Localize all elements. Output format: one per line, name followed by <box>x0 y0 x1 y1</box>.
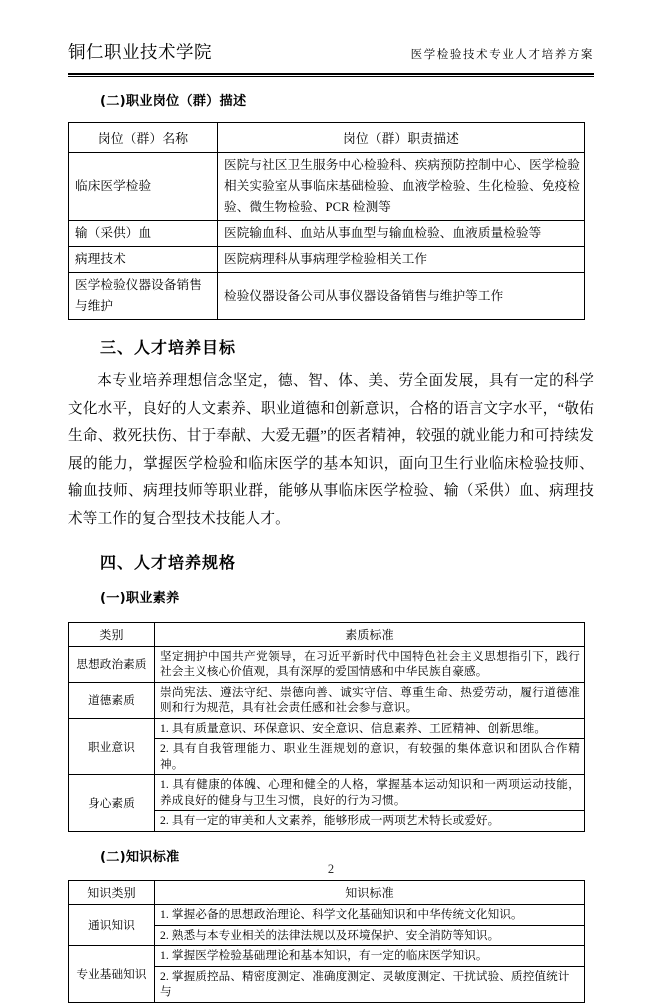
cell-quality-standard: 1. 具有健康的体魄、心理和健全的人格，掌握基本运动知识和一两项运动技能，养成良好的健身与卫生习惯，良好的行为习惯。 <box>155 775 585 811</box>
column-header-knowledge-category: 知识类别 <box>69 881 155 905</box>
column-header-quality-standard: 素质标准 <box>155 622 585 646</box>
spacer <box>68 832 594 848</box>
table-row <box>69 718 585 739</box>
paragraph-training-goal: 本专业培养理想信念坚定，德、智、体、美、劳全面发展，具有一定的科学文化水平，良好的人文素养、职业道德和创新意识，合格的语言文字水平，“敬佑生命、救死扶伤、甘于奉献、大爱无疆”的医者精神，较强的就业能力和可持续发展的能力，掌握医学检验和临床医学的基本知识，面向卫生行业临床检验技师、输血技师、病理技师等职业群，能够从事临床医学检验、输（采供）血、病理技术等工作的复合型技术技能人才。 <box>68 373 594 527</box>
cell-quality-category: 身心素质 <box>69 775 155 832</box>
table-header-row <box>69 622 585 646</box>
cell-position-name: 医学检验仪器设备销售与维护 <box>69 273 218 320</box>
heading-job-positions: (二)职业岗位（群）描述 <box>100 94 247 109</box>
cell-position-duties: 医院病理科从事病理学检验相关工作 <box>218 247 585 273</box>
cell-knowledge-category: 通识知识 <box>69 905 155 946</box>
cell-position-duties: 检验仪器设备公司从事仪器设备销售与维护等工作 <box>218 273 585 320</box>
table-row <box>69 247 585 273</box>
table-row <box>69 905 585 926</box>
cell-knowledge-standard: 1. 掌握必备的思想政治理论、科学文化基础知识和中华传统文化知识。 <box>155 905 585 926</box>
cell-quality-standard: 2. 具有自我管理能力、职业生涯规划的意识，有较强的集体意识和团队合作精神。 <box>155 739 585 775</box>
table-row <box>69 153 585 221</box>
cell-knowledge-standard: 2. 熟悉与本专业相关的法律法规以及环境保护、安全消防等知识。 <box>155 925 585 946</box>
cell-quality-standard: 崇尚宪法、遵法守纪、崇德向善、诚实守信、尊重生命、热爱劳动，履行道德准则和行为规范，具有社会责任感和社会参与意识。 <box>155 682 585 718</box>
table-row <box>69 273 585 320</box>
cell-position-name: 病理技术 <box>69 247 218 273</box>
cell-quality-category: 职业意识 <box>69 718 155 775</box>
cell-quality-standard: 坚定拥护中国共产党领导，在习近平新时代中国特色社会主义思想指引下，践行社会主义核心价值观，具有深厚的爱国情感和中华民族自豪感。 <box>155 646 585 682</box>
table-row <box>69 221 585 247</box>
table-row <box>69 682 585 718</box>
column-header-quality-category: 类别 <box>69 622 155 646</box>
table-professional-quality <box>68 622 585 832</box>
page-header <box>68 44 594 63</box>
column-header-position-name: 岗位（群）名称 <box>69 123 218 153</box>
spacer <box>68 533 594 551</box>
header-divider <box>68 73 594 77</box>
heading-knowledge-standard: (二)知识标准 <box>100 849 180 865</box>
cell-quality-category: 道德素质 <box>69 682 155 718</box>
spacer <box>68 320 594 336</box>
page-number: 2 <box>327 862 335 876</box>
column-header-position-duties: 岗位（群）职责描述 <box>218 123 585 153</box>
heading-training-spec: 四、人才培养规格 <box>100 553 237 573</box>
table-header-row <box>69 123 585 153</box>
cell-knowledge-standard: 2. 掌握质控品、精密度测定、准确度测定、灵敏度测定、干扰试验、质控值统计与 <box>155 966 585 1002</box>
cell-knowledge-category: 专业基础知识 <box>69 946 155 1003</box>
cell-quality-standard: 1. 具有质量意识、环保意识、安全意识、信息素养、工匠精神、创新思维。 <box>155 718 585 739</box>
table-knowledge-standard <box>68 880 585 1003</box>
document-title: 医学检验技术专业人才培养方案 <box>410 49 594 61</box>
column-header-knowledge-standard: 知识标准 <box>155 881 585 905</box>
spacer <box>68 112 594 122</box>
cell-quality-standard: 2. 具有一定的审美和人文素养，能够形成一两项艺术特长或爱好。 <box>155 811 585 832</box>
spacer <box>68 610 594 622</box>
cell-knowledge-standard: 1. 掌握医学检验基础理论和基本知识，有一定的临床医学知识。 <box>155 946 585 967</box>
table-header-row <box>69 881 585 905</box>
cell-position-name: 临床医学检验 <box>69 153 218 221</box>
cell-position-duties: 医院输血科、血站从事血型与输血检验、血液质量检验等 <box>218 221 585 247</box>
institution-name: 铜仁职业技术学院 <box>68 43 212 63</box>
table-job-positions <box>68 122 585 320</box>
heading-training-goal: 三、人才培养目标 <box>100 338 237 358</box>
cell-quality-category: 思想政治素质 <box>69 646 155 682</box>
table-row <box>69 646 585 682</box>
table-row <box>69 946 585 967</box>
heading-professional-quality: (一)职业素养 <box>100 591 180 607</box>
cell-position-duties: 医院与社区卫生服务中心检验科、疾病预防控制中心、医学检验相关实验室从事临床基础检验、血液学检验、生化检验、免疫检验、微生物检验、PCR 检测等 <box>218 153 585 221</box>
table-row <box>69 775 585 811</box>
cell-position-name: 输（采供）血 <box>69 221 218 247</box>
spacer <box>68 360 594 368</box>
spacer <box>68 575 594 589</box>
